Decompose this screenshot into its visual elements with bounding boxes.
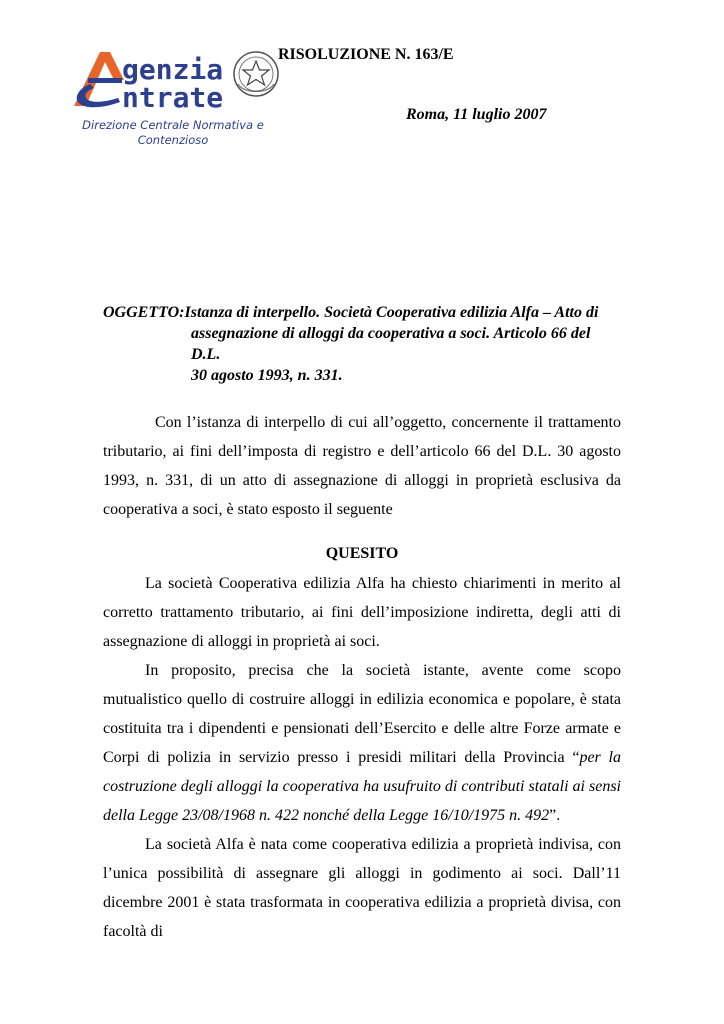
logo-word-agenzia: genzia — [122, 53, 224, 86]
document-title: RISOLUZIONE N. 163/E — [278, 46, 454, 63]
paragraph-2 — [103, 656, 621, 830]
intro-section — [103, 408, 621, 524]
section-heading-quesito: QUESITO — [325, 545, 399, 562]
subject-line-2: assegnazione di alloggi da cooperativa a soci. Articolo 66 del D.L. — [191, 325, 591, 363]
paragraph-3: La società Alfa è nata come cooperativa edilizia a proprietà indivisa, con l’unica possibilità di assegnare gli alloggi in godimento ai soci. Dall’11 dicembre 2001 è stata trasformata in cooperativa edilizia a proprietà divisa, con facoltà di — [103, 836, 621, 940]
department-name: Direzione Centrale Normativa e Contenzioso — [82, 118, 264, 147]
paragraph-1: La società Cooperativa edilizia Alfa ha chiesto chiarimenti in merito al corretto trattamento tributario, ai fini dell’imposizione indiretta, degli atti di assegnazione di alloggi in proprietà ai soci. — [103, 575, 621, 650]
subject-line-3: 30 agosto 1993, n. 331. — [191, 367, 343, 384]
subject-line-1: Istanza di interpello. Società Cooperativa edilizia Alfa – Atto di — [184, 304, 599, 321]
subject-block — [103, 302, 623, 386]
republic-emblem-icon — [234, 52, 278, 96]
paragraph-2-end: ”. — [549, 807, 561, 824]
document-date: Roma, 11 luglio 2007 — [406, 106, 547, 123]
logo-word-entrate: ntrate — [122, 81, 224, 114]
subject-first-line — [103, 302, 623, 323]
quesito-section — [103, 569, 621, 946]
paragraph-2-quote: per la costruzione degli alloggi la cooperativa ha usufruito di contributi statali ai sensi della Legge 23/08/1968 n. 422 nonché della Legge 16/10/1975 n. 492 — [103, 749, 621, 824]
intro-paragraph: Con l’istanza di interpello di cui all’oggetto, concernente il trattamento tributario, ai fini dell’imposta di registro e dell’articolo 66 del D.L. 30 agosto 1993, n. 331, di un atto di assegnazione di alloggi in proprietà esclusiva da cooperativa a soci, è stato esposto il seguente — [103, 414, 621, 518]
subject-label: OGGETTO: — [103, 304, 185, 321]
paragraph-2-text: In proposito, precisa che la società istante, avente come scopo mutualistico quello di costruire alloggi in edilizia economica e popolare, è stata costituita tra i dipendenti e pensionati dell’Esercito e delle altre Forze armate e Corpi di polizia in servizio presso i presidi militari della Provincia “ — [103, 662, 621, 766]
